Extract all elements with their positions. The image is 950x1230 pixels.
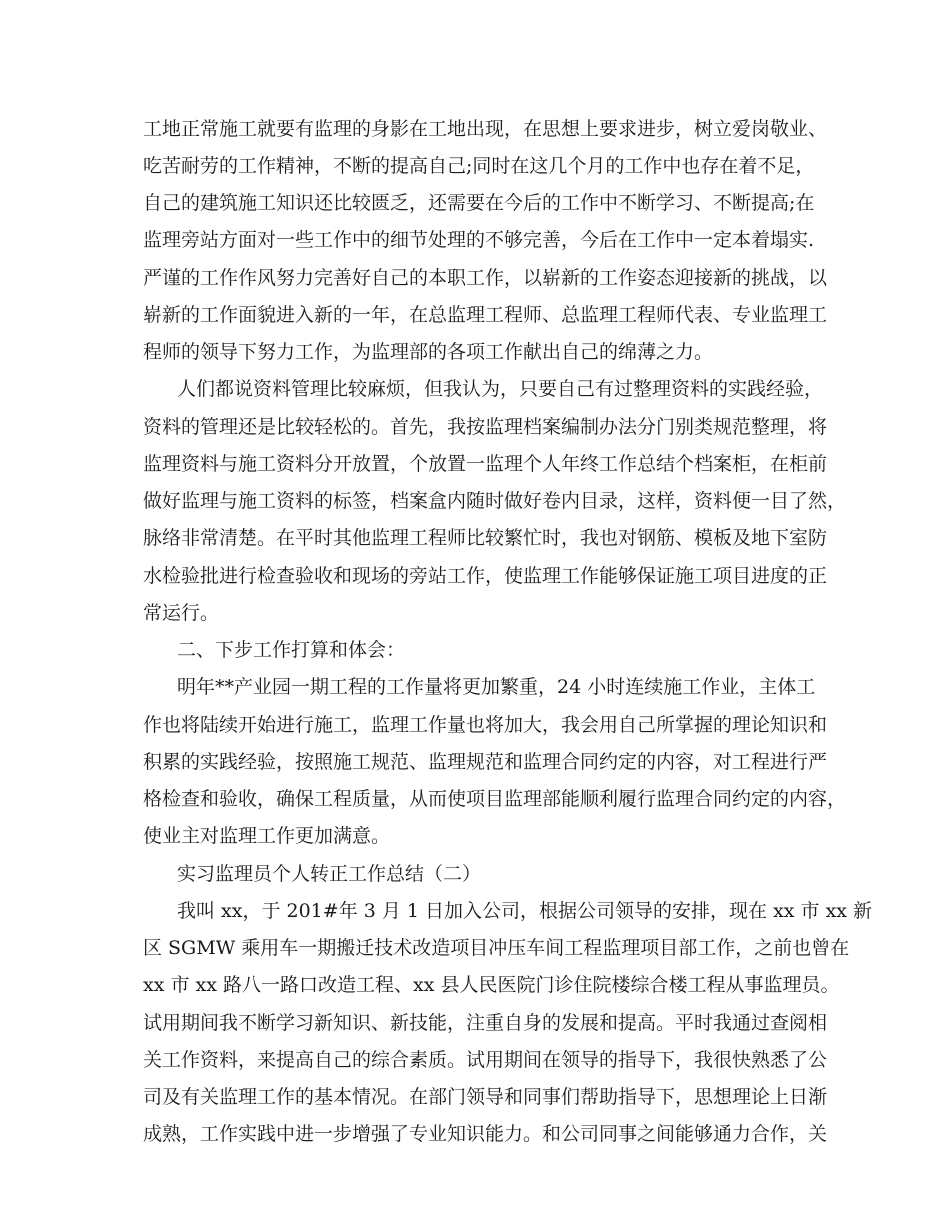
- text-line: 监理旁站方面对一些工作中的细节处理的不够完善，今后在工作中一定本着塌实.: [143, 229, 815, 251]
- text-line: 格检查和验收，确保工程质量，从而使项目监理部能顺利履行监理合同约定的内容，: [143, 788, 847, 810]
- paragraph-first-line: 明年**产业园一期工程的工作量将更加繁重，24 小时连续施工作业，主体工: [177, 676, 816, 698]
- text-line: 监理资料与施工资料分开放置，个放置一监理个人年终工作总结个档案柜，在柜前: [143, 453, 828, 475]
- section-heading: 二、下步工作打算和体会：: [177, 639, 406, 661]
- text-line: 严谨的工作作风努力完善好自己的本职工作，以崭新的工作姿态迎接新的挑战，以: [143, 267, 828, 289]
- text-line: 自己的建筑施工知识还比较匮乏，还需要在今后的工作中不断学习、不断提高;在: [143, 192, 815, 214]
- text-line: 崭新的工作面貌进入新的一年，在总监理工程师、总监理工程师代表、专业监理工: [143, 304, 828, 326]
- paragraph-first-line: 人们都说资料管理比较麻烦，但我认为，只要自己有过整理资料的实践经验，: [177, 378, 824, 400]
- text-line: 使业主对监理工作更加满意。: [143, 825, 391, 847]
- text-line: 做好监理与施工资料的标签，档案盒内随时做好卷内目录，这样，资料便一目了然，: [143, 490, 847, 512]
- text-line: 程师的领导下努力工作，为监理部的各项工作献出自己的绵薄之力。: [143, 341, 714, 363]
- text-line: 常运行。: [143, 602, 220, 624]
- text-line: 试用期间我不断学习新知识、新技能，注重自身的发展和提高。平时我通过查阅相: [143, 1012, 828, 1034]
- text-line: 关工作资料，来提高自己的综合素质。试用期间在领导的指导下，我很快熟悉了公: [143, 1049, 828, 1071]
- text-line: 司及有关监理工作的基本情况。在部门领导和同事们帮助指导下，思想理论上日渐: [143, 1086, 828, 1108]
- text-line: 脉络非常清楚。在平时其他监理工程师比较繁忙时，我也对钢筋、模板及地下室防: [143, 527, 828, 549]
- document-title: 实习监理员个人转正工作总结（二）: [177, 863, 482, 885]
- text-line: 积累的实践经验，按照施工规范、监理规范和监理合同约定的内容，对工程进行严: [143, 751, 828, 773]
- text-line: 成熟，工作实践中进一步增强了专业知识能力。和公司同事之间能够通力合作，关: [143, 1123, 828, 1145]
- paragraph-first-line: 我叫 xx，于 201#年 3 月 1 日加入公司，根据公司领导的安排，现在 xx 市 xx 新: [177, 900, 873, 922]
- text-line: xx 市 xx 路八一路口改造工程、xx 县人民医院门诊住院楼综合楼工程从事监理员。: [143, 974, 840, 996]
- text-line: 水检验批进行检查验收和现场的旁站工作，使监理工作能够保证施工项目进度的正: [143, 565, 828, 587]
- text-line: 吃苦耐劳的工作精神，不断的提高自己;同时在这几个月的工作中也存在着不足，: [143, 155, 815, 177]
- text-line: 区 SGMW 乘用车一期搬迁技术改造项目冲压车间工程监理项目部工作，之前也曾在: [143, 937, 850, 959]
- text-line: 资料的管理还是比较轻松的。首先，我按监理档案编制办法分门别类规范整理，将: [143, 416, 828, 438]
- text-line: 作也将陆续开始进行施工，监理工作量也将加大，我会用自己所掌握的理论知识和: [143, 714, 828, 736]
- text-line: 工地正常施工就要有监理的身影在工地出现，在思想上要求进步，树立爱岗敬业、: [143, 118, 828, 140]
